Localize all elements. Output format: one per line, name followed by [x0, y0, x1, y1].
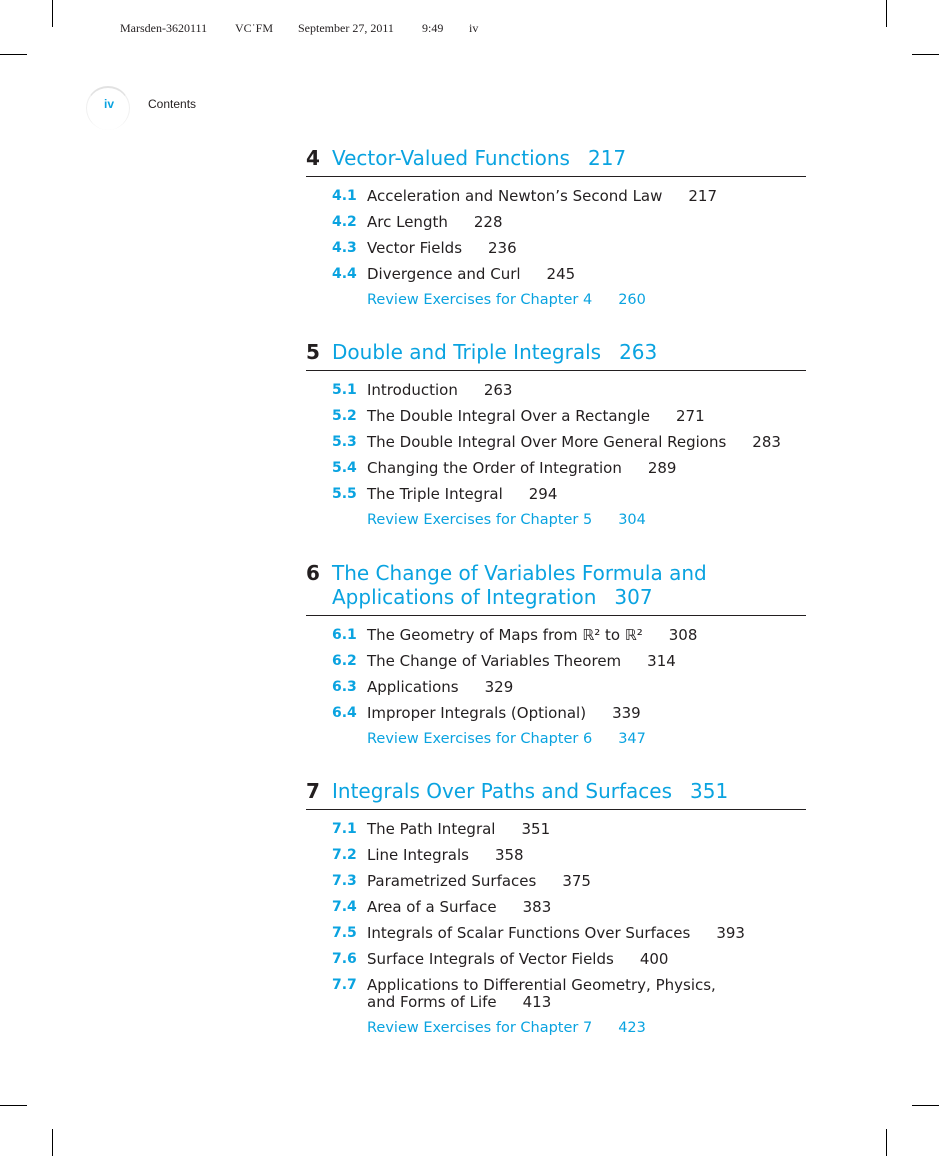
section-number: 7.4	[332, 899, 357, 915]
toc-entry[interactable]	[306, 622, 806, 648]
section-page: 245	[546, 265, 576, 283]
section-title: The Change of Variables Theorem	[367, 652, 622, 670]
section-number: 5.5	[332, 486, 357, 502]
crop-mark	[52, 0, 53, 27]
toc-entry[interactable]	[306, 920, 806, 946]
toc-entry[interactable]	[306, 261, 806, 287]
review-exercises-entry[interactable]	[306, 1015, 806, 1041]
chapter-page: 307	[614, 585, 653, 609]
section-page: 400	[639, 950, 669, 968]
section-page: 294	[528, 485, 558, 503]
section-page: 383	[522, 898, 552, 916]
toc-entry[interactable]	[306, 183, 806, 209]
section-page: 271	[675, 407, 705, 425]
review-title: Review Exercises for Chapter 6	[367, 731, 593, 747]
section-title: Vector Fields	[367, 239, 463, 257]
crop-mark	[912, 1105, 939, 1106]
section-page: 314	[647, 652, 676, 670]
toc-entry[interactable]	[306, 648, 806, 674]
chapter-page: 217	[587, 146, 627, 170]
slug-date: September 27, 2011	[298, 21, 394, 35]
chapter-title[interactable]	[332, 779, 806, 803]
section-list	[306, 816, 806, 1041]
toc-entry[interactable]	[306, 842, 806, 868]
chapter-4	[306, 146, 806, 313]
toc-entry[interactable]	[306, 429, 806, 455]
review-exercises-entry[interactable]	[306, 287, 806, 313]
section-number: 4.1	[332, 188, 357, 204]
section-title: Arc Length	[367, 213, 448, 231]
chapter-title[interactable]	[332, 561, 806, 609]
section-title: Surface Integrals of Vector Fields	[367, 950, 614, 968]
section-number: 5.1	[332, 382, 357, 398]
toc-entry[interactable]	[306, 235, 806, 261]
section-page: 375	[562, 872, 591, 890]
toc-entry[interactable]	[306, 403, 806, 429]
chapter-heading	[306, 561, 806, 616]
section-number: 6.2	[332, 653, 357, 669]
slug-section: VC˙FM	[235, 21, 274, 35]
slug-file: Marsden-3620111	[120, 21, 208, 35]
section-title-line-2: and Forms of Life	[367, 993, 497, 1011]
section-title: The Geometry of Maps from ℝ² to ℝ²	[367, 626, 643, 644]
section-page: 217	[688, 187, 718, 205]
section-title: Area of a Surface	[367, 898, 497, 916]
section-page: 283	[752, 433, 781, 451]
chapter-title-line-2: Applications of Integration	[332, 585, 597, 609]
slug-time: 9:49	[422, 21, 444, 35]
section-number: 5.2	[332, 408, 357, 424]
chapter-page: 351	[690, 779, 729, 803]
section-title-line-1: Applications to Differential Geometry, Physics,	[367, 976, 716, 994]
section-page: 393	[716, 924, 745, 942]
toc-entry[interactable]	[306, 674, 806, 700]
section-page: 308	[668, 626, 698, 644]
section-number: 7.3	[332, 873, 357, 889]
toc-entry[interactable]	[306, 481, 806, 507]
section-page: 263	[483, 381, 513, 399]
section-number: 6.1	[332, 627, 357, 643]
section-title: Acceleration and Newton’s Second Law	[367, 187, 663, 205]
toc-entry[interactable]	[306, 455, 806, 481]
section-number: 4.4	[332, 266, 357, 282]
section-number: 4.2	[332, 214, 357, 230]
section-list	[306, 183, 806, 313]
section-page: 228	[473, 213, 503, 231]
chapter-heading	[306, 340, 806, 371]
section-title: Applications	[367, 678, 459, 696]
section-title: Integrals of Scalar Functions Over Surfaces	[367, 924, 691, 942]
toc-entry[interactable]	[306, 377, 806, 403]
crop-mark	[886, 0, 887, 27]
section-title: Changing the Order of Integration	[367, 459, 622, 477]
chapter-6	[306, 561, 806, 752]
chapter-title[interactable]	[332, 146, 806, 170]
chapter-title-text: Integrals Over Paths and Surfaces	[332, 779, 672, 803]
review-exercises-entry[interactable]	[306, 507, 806, 533]
section-page: 413	[522, 993, 552, 1011]
toc-entry[interactable]	[306, 816, 806, 842]
chapter-number: 6	[306, 561, 320, 585]
chapter-title-line-1: The Change of Variables Formula and	[332, 561, 707, 585]
chapter-page: 263	[619, 340, 658, 364]
folio-number: iv	[104, 97, 115, 111]
review-title: Review Exercises for Chapter 7	[367, 1020, 593, 1036]
section-list	[306, 377, 806, 533]
section-number: 7.1	[332, 821, 357, 837]
review-page: 423	[618, 1020, 646, 1036]
slug-page: iv	[469, 21, 479, 35]
section-number: 7.5	[332, 925, 357, 941]
chapter-title-text: Vector-Valued Functions	[332, 146, 570, 170]
section-title: Parametrized Surfaces	[367, 872, 537, 890]
chapter-title[interactable]	[332, 340, 806, 364]
section-number: 7.7	[332, 977, 357, 993]
review-page: 260	[618, 292, 646, 308]
section-title: The Triple Integral	[367, 485, 503, 503]
section-title: Divergence and Curl	[367, 265, 521, 283]
section-page: 339	[612, 704, 641, 722]
section-number: 5.4	[332, 460, 357, 476]
crop-mark	[52, 1129, 53, 1156]
section-page: 329	[484, 678, 514, 696]
section-number: 4.3	[332, 240, 357, 256]
section-title: The Double Integral Over More General Regions	[367, 433, 727, 451]
chapter-number: 4	[306, 146, 320, 170]
section-page: 289	[647, 459, 677, 477]
review-page: 347	[618, 731, 646, 747]
toc-entry[interactable]	[306, 700, 806, 726]
chapter-heading	[306, 146, 806, 177]
chapter-heading	[306, 779, 806, 810]
toc-entry[interactable]	[306, 946, 806, 972]
toc-entry[interactable]	[306, 209, 806, 235]
section-page: 236	[488, 239, 517, 257]
toc-entry[interactable]	[306, 868, 806, 894]
chapter-title-text: Double and Triple Integrals	[332, 340, 602, 364]
crop-mark	[912, 54, 939, 55]
section-title: The Path Integral	[367, 820, 496, 838]
toc-entry[interactable]	[306, 894, 806, 920]
section-title: Introduction	[367, 381, 458, 399]
section-number: 6.3	[332, 679, 357, 695]
section-title: The Double Integral Over a Rectangle	[367, 407, 650, 425]
crop-mark	[0, 54, 27, 55]
section-title: Improper Integrals (Optional)	[367, 704, 587, 722]
review-title: Review Exercises for Chapter 5	[367, 512, 593, 528]
review-title: Review Exercises for Chapter 4	[367, 292, 593, 308]
chapter-number: 5	[306, 340, 320, 364]
chapter-5	[306, 340, 806, 533]
section-list	[306, 622, 806, 752]
toc-entry[interactable]	[306, 972, 806, 1015]
section-page: 358	[494, 846, 524, 864]
chapter-7	[306, 779, 806, 1041]
section-number: 5.3	[332, 434, 357, 450]
review-exercises-entry[interactable]	[306, 726, 806, 752]
section-number: 6.4	[332, 705, 357, 721]
section-number: 7.2	[332, 847, 357, 863]
section-page: 351	[521, 820, 551, 838]
running-title: Contents	[148, 97, 197, 111]
crop-mark	[0, 1105, 27, 1106]
crop-mark	[886, 1129, 887, 1156]
chapter-number: 7	[306, 779, 320, 803]
section-number: 7.6	[332, 951, 357, 967]
review-page: 304	[618, 512, 646, 528]
section-title: Line Integrals	[367, 846, 469, 864]
